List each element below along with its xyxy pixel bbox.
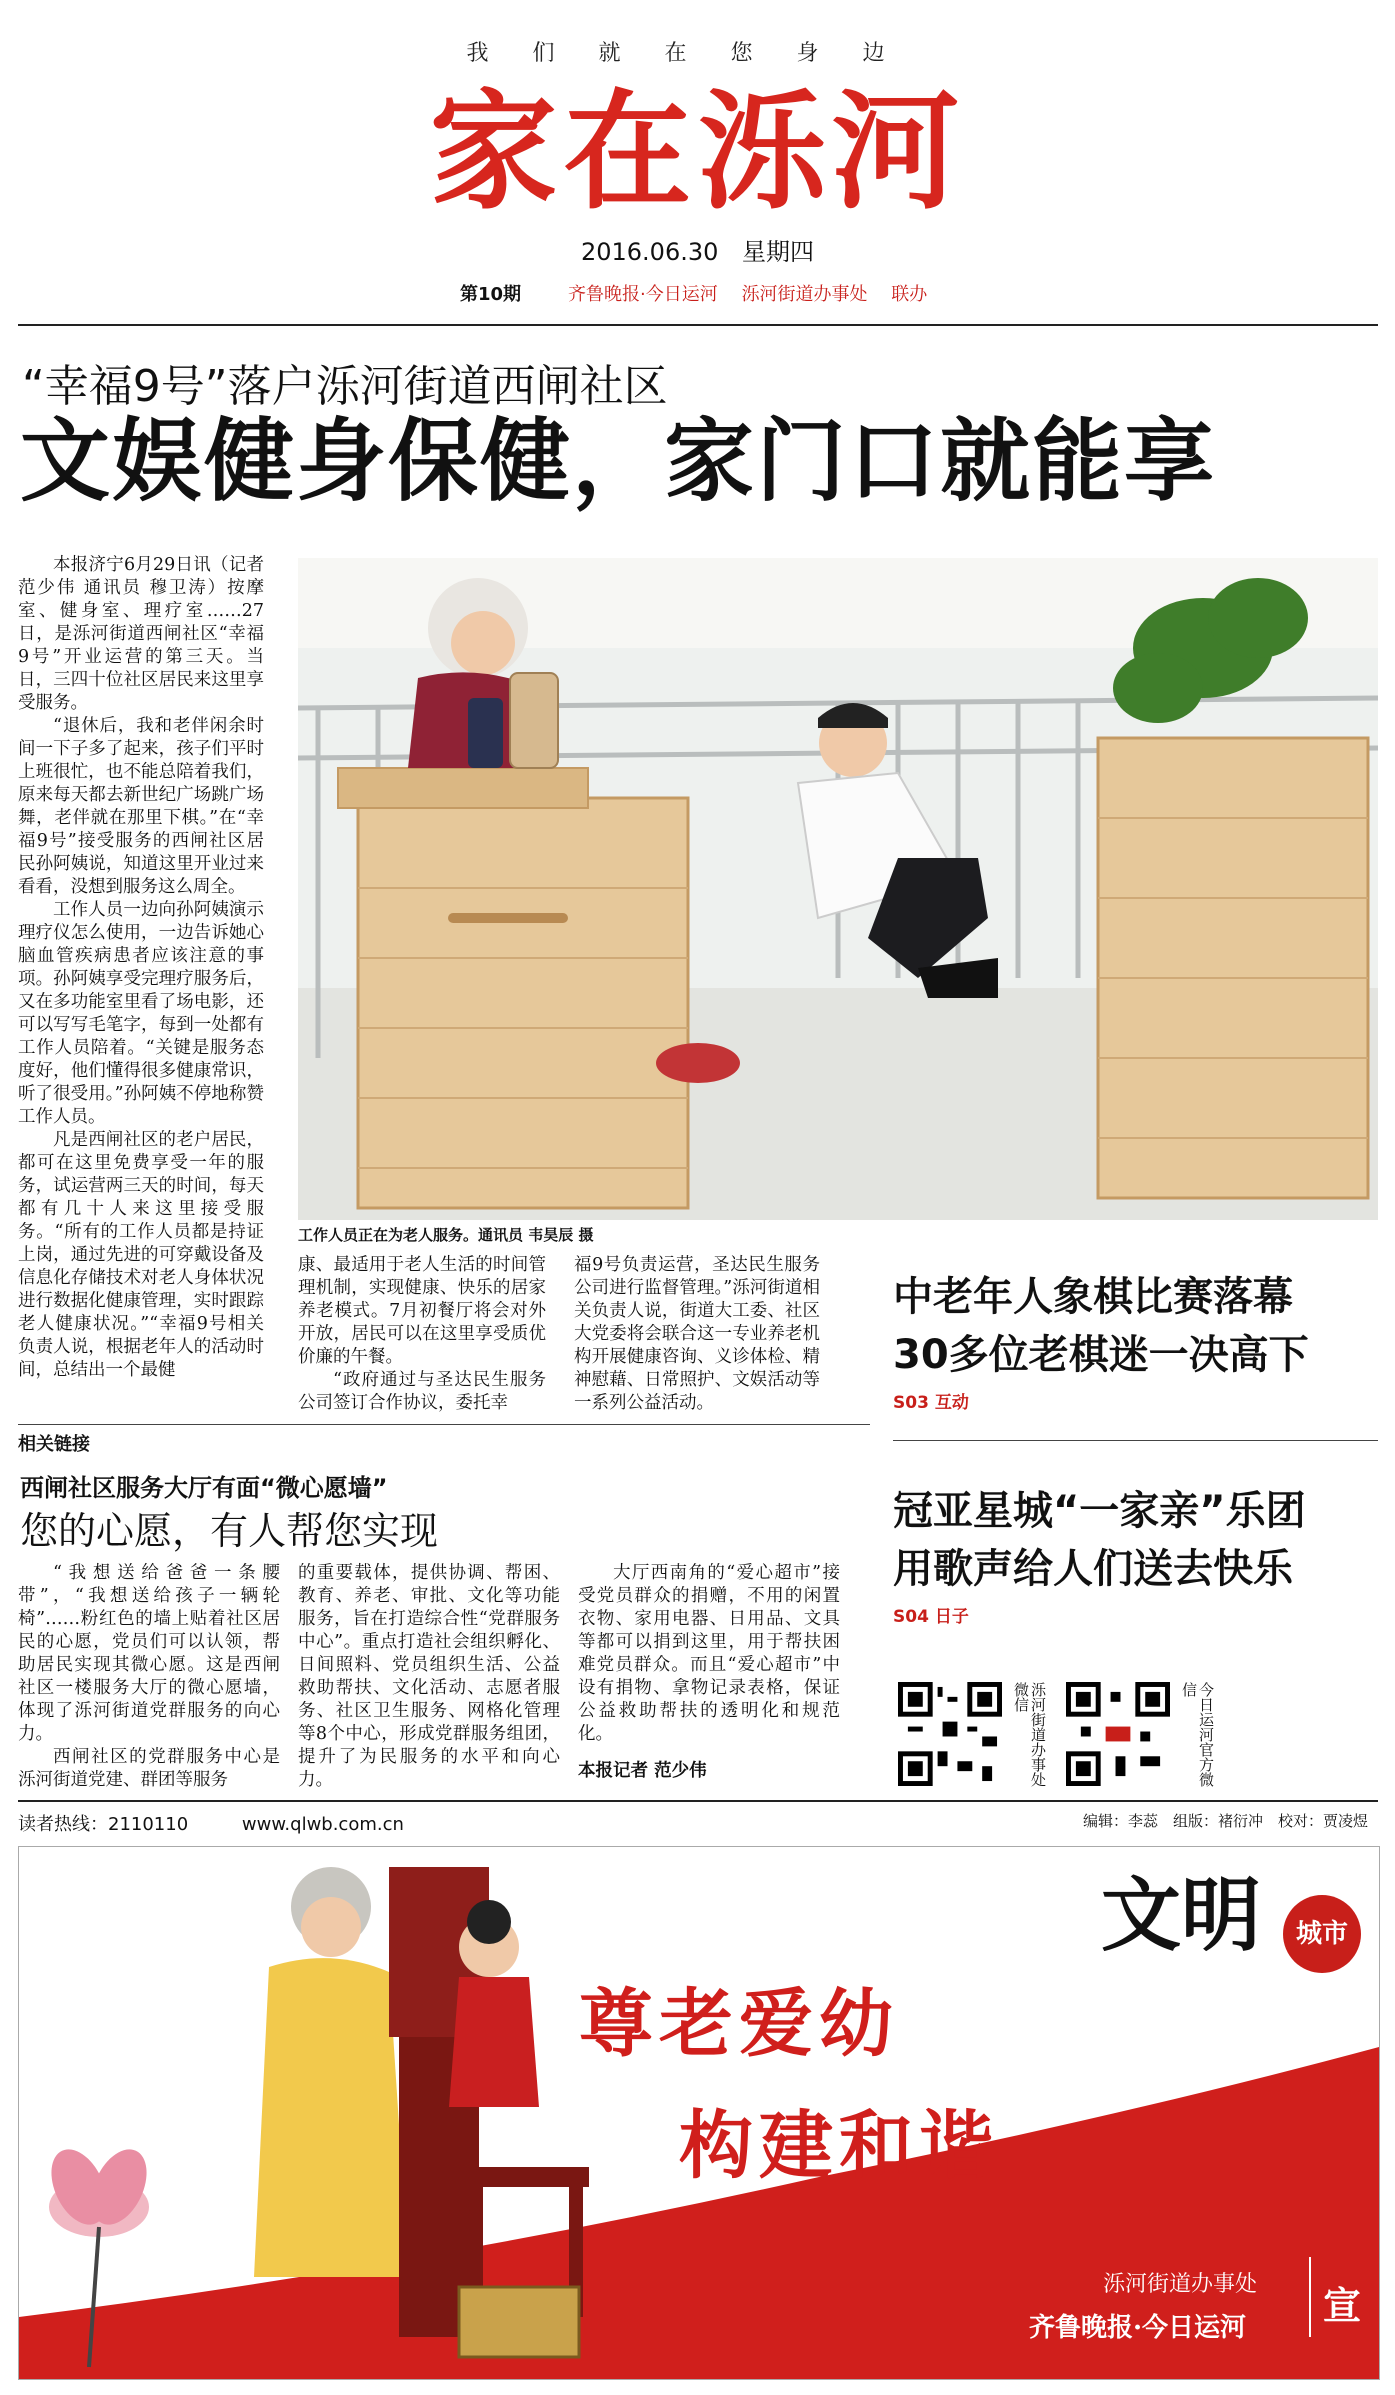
story-column-1 — [18, 554, 264, 1382]
paragraph: 福9号负责运营，圣达民生服务公司进行监督管理。”泺河街道相关负责人说，街道大工委、社区大党委将会联合这一专业养老机构开展健康咨询、义诊体检、精神慰藉、日常照护、文娱活动等一系列公益活动。 — [574, 1255, 820, 1413]
teaser-tag: S03 互动 — [893, 1393, 969, 1413]
ad-divider — [1309, 2257, 1311, 2337]
teaser-divider — [893, 1440, 1378, 1441]
related-byline: 本报记者 范少伟 — [578, 1761, 707, 1781]
paragraph: 康、最适用于老人生活的时间管理机制，实现健康、快乐的居家养老模式。7月初餐厅将会对外开放，居民可以在这里享受质优价廉的午餐。 — [298, 1255, 546, 1367]
related-rule — [18, 1424, 870, 1425]
civilization-ad — [18, 1846, 1380, 2380]
partners — [568, 280, 945, 306]
related-label: 相关链接 — [18, 1434, 90, 1455]
partner-2: 泺河街道办事处 — [741, 284, 868, 305]
ad-brand-title: 文明 — [1101, 1868, 1261, 1962]
issue-weekday: 星期四 — [742, 238, 815, 266]
paragraph: “退休后，我和老伴闲余时间一下子多了起来，孩子们平时上班很忙，也不能总陪着我们，原来每天都去新世纪广场跳广场舞，老伴就在那里下棋。”在“幸福9号”接受服务的西闸社区居民孙阿姨说，知道这里开业过来看看，没想到服务这么周全。 — [18, 716, 264, 897]
hotline-number: 2110110 — [108, 1814, 189, 1835]
paragraph: 工作人员一边向孙阿姨演示理疗仪怎么使用，一边告诉她心脑血管疾病患者应该注意的事项。孙阿姨享受完理疗服务后，又在多功能室里看了场电影，还可以写写毛笔字，每到一处都有工作人员陪着。“关键是服务态度好，他们懂得很多健康常识，听了很受用。”孙阿姨不停地称赞工作人员。 — [18, 900, 264, 1127]
photo-caption: 工作人员正在为老人服务。通讯员 韦昊辰 摄 — [298, 1226, 594, 1244]
issue-number: 第10期 — [460, 284, 522, 305]
teaser-tag: S04 日子 — [893, 1607, 969, 1627]
photo-illustration — [298, 558, 1378, 1220]
story-column-3 — [574, 1254, 820, 1415]
story-column-2 — [298, 1254, 546, 1415]
teaser-line: 30多位老棋迷一决高下 — [893, 1332, 1309, 1378]
masthead-title: 家在泺河 — [429, 77, 966, 227]
ad-brand-circle-text: 城市 — [1295, 1919, 1348, 1949]
issue-date: 2016.06.30 — [580, 238, 719, 266]
related-subhead: 西闸社区服务大厅有面“微心愿墙” — [20, 1474, 388, 1502]
teaser-line: 用歌声给人们送去快乐 — [893, 1546, 1293, 1592]
related-column-3 — [578, 1562, 840, 1783]
qr-label: 今日运河官方微信 — [1180, 1682, 1215, 1787]
teaser-2[interactable] — [893, 1482, 1378, 1627]
qr-label: 泺河街道办事处微信 — [1012, 1682, 1047, 1787]
related-headline: 您的心愿，有人帮您实现 — [20, 1509, 439, 1553]
ad-stamp: 宣 — [1323, 2284, 1362, 2328]
partner-3: 联办 — [891, 284, 928, 305]
paragraph: 大厅西南角的“爱心超市”接受党员群众的捐赠，不用的闲置衣物、家用电器、日用品、文具等都可以捐到这里，用于帮扶困难党员群众。而且“爱心超市”中设有捐物、拿物记录表格，保证公益救助帮扶的透明化和规范化。 — [578, 1563, 840, 1744]
teaser-line: 冠亚星城“一家亲”乐团 — [893, 1488, 1306, 1534]
teaser-1[interactable] — [893, 1268, 1378, 1413]
header-rule — [18, 324, 1378, 326]
qr-code-icon[interactable] — [1066, 1682, 1170, 1786]
related-column-2 — [298, 1562, 560, 1792]
paragraph: 本报济宁6月29日讯（记者 范少伟 通讯员 穆卫涛）按摩室、健身室、理疗室……27日，是泺河街道西闸社区“幸福9号”开业运营的第三天。当日，三四十位社区居民来这里享受服务。 — [18, 555, 264, 713]
qr-area — [898, 1682, 1368, 1792]
qr-code-icon[interactable] — [898, 1682, 1002, 1786]
ad-slogan-2: 构建和谐 — [679, 2103, 999, 2189]
paragraph: 的重要载体，提供协调、帮困、教育、养老、审批、文化等功能服务，旨在打造综合性“党群服务中心”。重点打造社会组织孵化、日间照料、党员组织生活、公益救助帮扶、文化活动、志愿者服务、社区卫生服务、网格化管理等8个中心，形成党群服务组团，提升了为民服务的水平和向心力。 — [298, 1563, 560, 1790]
story-kicker: “幸福9号”落户泺河街道西闸社区 — [22, 361, 668, 412]
paragraph: 西闸社区的党群服务中心是泺河街道党建、群团等服务 — [18, 1747, 280, 1790]
story-photo — [298, 558, 1378, 1220]
editor-credits: 编辑：李蕊 组版：褚衍冲 校对：贾凌煜 — [1082, 1812, 1368, 1830]
paragraph: “我想送给爸爸一条腰带”，“我想送给孩子一辆轮椅”……粉红色的墙上贴着社区居民的心愿，党员们可以认领，帮助居民实现其微心愿。这是西闸社区一楼服务大厅的微心愿墙，体现了泺河街道党群服务的向心力。 — [18, 1563, 280, 1744]
paragraph: 凡是西闸社区的老户居民，都可在这里免费享受一年的服务，试运营两三天的时间，每天都有几十人来这里接受服务。“所有的工作人员都是持证上岗，通过先进的可穿戴设备及信息化存储技术对老人身体状况进行数据化健康管理，实时跟踪老人健康状况。”“幸福9号相关负责人说，根据老年人的活动时间，总结出一个最健 — [18, 1130, 264, 1380]
ad-sponsor-2: 齐鲁晚报·今日运河 — [1029, 2313, 1247, 2343]
dateline — [0, 232, 1395, 267]
story-headline: 文娱健身保健，家门口就能享 — [20, 409, 1216, 514]
partner-1: 齐鲁晚报·今日运河 — [568, 284, 718, 305]
teaser-line: 中老年人象棋比赛落幕 — [893, 1274, 1293, 1320]
ad-sponsor-1: 泺河街道办事处 — [1103, 2272, 1258, 2297]
footer-row — [18, 1810, 1378, 1836]
hotline-label: 读者热线： — [18, 1814, 108, 1835]
ad-slogan-1: 尊老爱幼 — [579, 1981, 899, 2067]
website-link[interactable]: www.qlwb.com.cn — [241, 1814, 404, 1835]
related-column-1 — [18, 1562, 280, 1792]
paragraph: “政府通过与圣达民生服务公司签订合作协议，委托幸 — [298, 1370, 546, 1413]
ad-brand-circle — [1283, 1895, 1361, 1973]
header-slogan: 我们就在您身边 — [466, 41, 929, 66]
footer-rule — [18, 1800, 1378, 1802]
